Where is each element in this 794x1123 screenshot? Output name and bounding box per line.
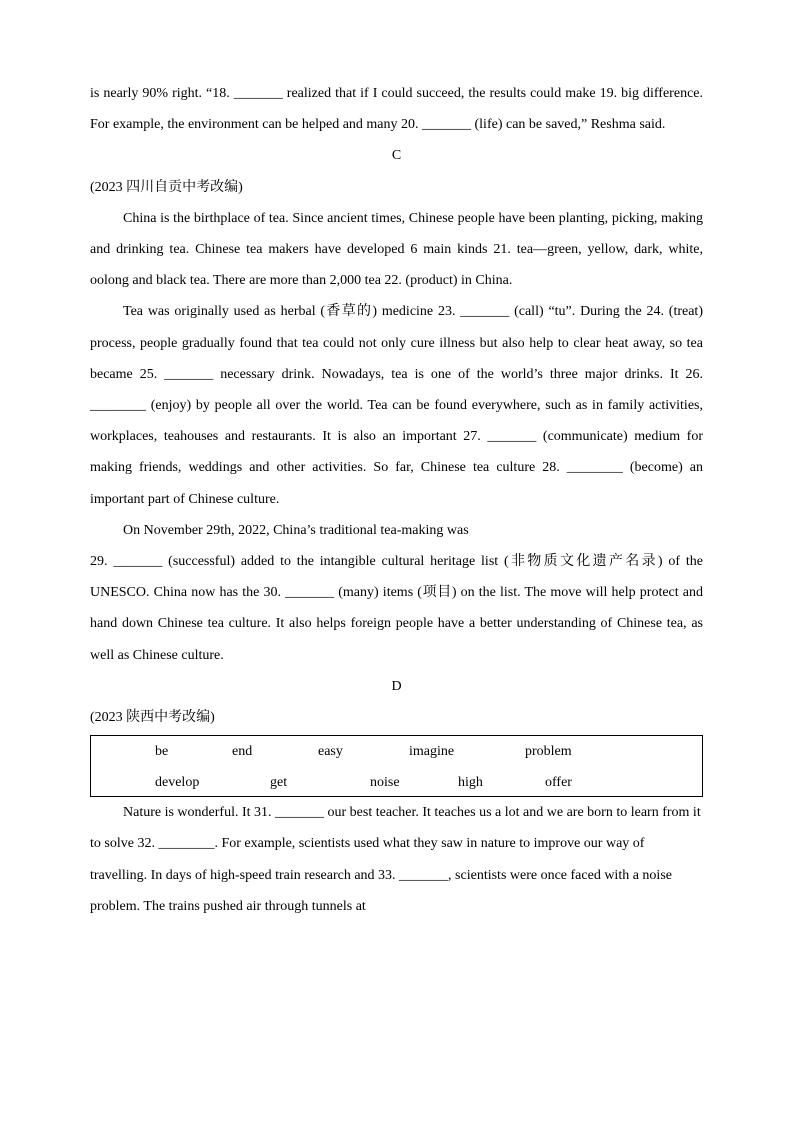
word-bank-item: end — [232, 744, 253, 760]
section-c-paragraph-3: 29. _______ (successful) added to the intangible cultural heritage list (非物质文化遗产名录) of the UNESCO. China now has the 30. _______ (many) items (项目) on the list. The move will help protect and hand down Chinese tea culture. It also helps foreign people have a better understanding of Chinese tea, as well as Chinese culture. — [90, 554, 703, 663]
section-c-paragraph-1: China is the birthplace of tea. Since ancient times, Chinese people have been planting, picking, making and drinking tea. Chinese tea makers have developed 6 main kinds 21. tea—green, yellow, dark, white, oolong and black tea. There are more than 2,000 tea 22. (product) in China. — [90, 210, 703, 289]
section-c-heading: C — [391, 148, 402, 164]
word-bank-row-1 — [91, 736, 702, 767]
section-c-source: (2023 四川自贡中考改编) — [90, 179, 243, 195]
word-bank-item: get — [270, 775, 288, 791]
word-bank-item: develop — [155, 775, 200, 791]
word-bank-item: problem — [525, 744, 572, 760]
section-d-source: (2023 陕西中考改编) — [90, 710, 215, 726]
document-page — [90, 78, 703, 922]
word-bank-item: high — [458, 775, 483, 791]
word-bank-box — [90, 735, 703, 797]
word-bank-item: offer — [545, 775, 572, 791]
section-c-paragraph-3-line-1: On November 29th, 2022, China’s traditional tea-making was — [123, 522, 469, 538]
word-bank-item: imagine — [409, 744, 455, 760]
word-bank-item: be — [155, 744, 169, 760]
word-bank-item: noise — [370, 775, 400, 791]
section-c-paragraph-2: Tea was originally used as herbal (香草的) medicine 23. _______ (call) “tu”. During the 24. (treat) process, people gradually found that tea could not only cure illness but also help to clear heat away, so tea became 25. _______ necessary drink. Nowadays, tea is one of the world’s three major drinks. It 26. ________ (enjoy) by people all over the world. Tea can be found everywhere, such as in family activities, workplaces, teahouses and restaurants. It is also an important 27. _______ (communicate) medium for making friends, weddings and other activities. So far, Chinese tea culture 28. ________ (become) an important part of Chinese culture. — [90, 304, 703, 507]
section-d-heading: D — [391, 678, 402, 694]
section-b-paragraph: is nearly 90% right. “18. _______ realized that if I could succeed, the results could make 19. big difference. For example, the environment can be helped and many 20. _______ (life) can be saved,” Reshma said. — [90, 86, 703, 133]
word-bank-item: easy — [318, 744, 343, 760]
section-d-paragraph-1: Nature is wonderful. It 31. _______ our best teacher. It teaches us a lot and we are born to learn from it to solve 32. ________. For example, scientists used what they saw in nature to improve our way of travelling. In days of high-speed train research and 33. _______, scientists were once faced with a noise problem. The trains pushed air through tunnels at — [90, 805, 701, 914]
word-bank-row-2 — [91, 767, 702, 798]
